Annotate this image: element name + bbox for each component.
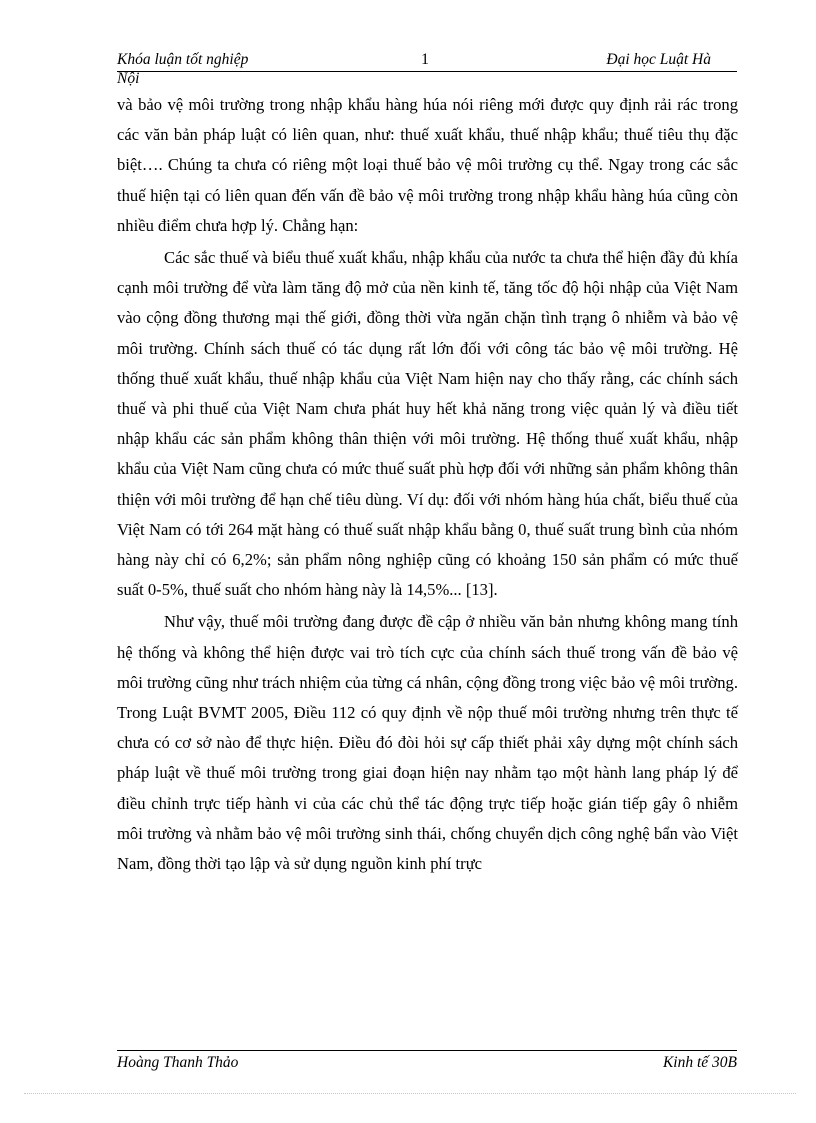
document-body: [117, 90, 738, 879]
paragraph-1: và bảo vệ môi trường trong nhập khẩu hàng húa nói riêng mới được quy định rải rác trong các văn bản pháp luật có liên quan, như: thuế xuất khẩu, thuế nhập khẩu; thuế tiêu thụ đặc biệt…. Chúng ta chưa có riêng một loại thuế bảo vệ môi trường cụ thể. Ngay trong các sắc thuế hiện tại có liên quan đến vấn đề bảo vệ môi trường trong nhập khẩu hàng húa cũng còn nhiều điểm chưa hợp lý. Chẳng hạn:: [117, 95, 738, 235]
footer-author: Hoàng Thanh Thảo: [117, 1054, 239, 1071]
header-thesis-label: [117, 50, 248, 88]
page-edge-divider: [24, 1093, 796, 1094]
page-header: [117, 48, 737, 88]
paragraph-2: Các sắc thuế và biểu thuế xuất khẩu, nhập khẩu của nước ta chưa thể hiện đầy đủ khía cạnh môi trường để vừa làm tăng độ mở của nền kinh tế, tăng tốc độ hội nhập của Việt Nam vào cộng đồng thương mại thế giới, đồng thời vừa ngăn chặn tình trạng ô nhiễm và bảo vệ môi trường. Chính sách thuế có tác dụng rất lớn đối với công tác bảo vệ môi trường. Hệ thống thuế xuất khẩu, thuế nhập khẩu của Việt Nam hiện nay cho thấy rằng, các chính sách thuế và phi thuế của Việt Nam chưa phát huy hết khả năng trong việc quản lý và điều tiết nhập khẩu các sản phẩm không thân thiện với môi trường. Hệ thống thuế xuất khẩu, nhập khẩu của Việt Nam cũng chưa có mức thuế suất phù hợp đối với những sản phẩm không thân thiện với môi trường để hạn chế tiêu dùng. Ví dụ: đối với nhóm hàng húa chất, biểu thuế của Việt Nam có tới 264 mặt hàng có thuế suất nhập khẩu bằng 0, thuế suất trung bình của nhóm hàng này chỉ có 6,2%; sản phẩm nông nghiệp cũng có khoảng 150 sản phẩm có mức thuế suất 0-5%, thuế suất cho nhóm hàng này là 14,5%... [13].: [117, 248, 738, 600]
header-university: Đại học Luật Hà: [606, 51, 711, 68]
footer-class: Kinh tế 30B: [662, 1054, 737, 1071]
paragraph-3: Như vậy, thuế môi trường đang được đề cập ở nhiều văn bản nhưng không mang tính hệ thống và không thể hiện được vai trò tích cực của chính sách thuế trong vấn đề bảo vệ môi trường cũng như trách nhiệm của từng cá nhân, cộng đồng trong việc bảo vệ môi trường. Trong Luật BVMT 2005, Điều 112 có quy định về nộp thuế môi trường nhưng trên thực tế chưa có cơ sở nào để thực hiện. Điều đó đòi hỏi sự cấp thiết phải xây dựng một chính sách pháp luật về thuế môi trường trong giai đoạn hiện nay nhằm tạo một hành lang pháp lý để điều chỉnh trực tiếp hành vi của các chủ thể tác động trực tiếp hoặc gián tiếp gây ô nhiễm môi trường và nhằm bảo vệ môi trường sinh thái, chống chuyển dịch công nghệ bẩn vào Việt Nam, đồng thời tạo lập và sử dụng nguồn kinh phí trực: [117, 612, 738, 874]
header-divider: [117, 71, 737, 72]
header-left-line2: Nội: [117, 70, 140, 87]
page-number: 1: [421, 51, 429, 68]
footer-divider: [117, 1050, 737, 1051]
header-left-line1: Khóa luận tốt nghiệp: [117, 51, 249, 68]
